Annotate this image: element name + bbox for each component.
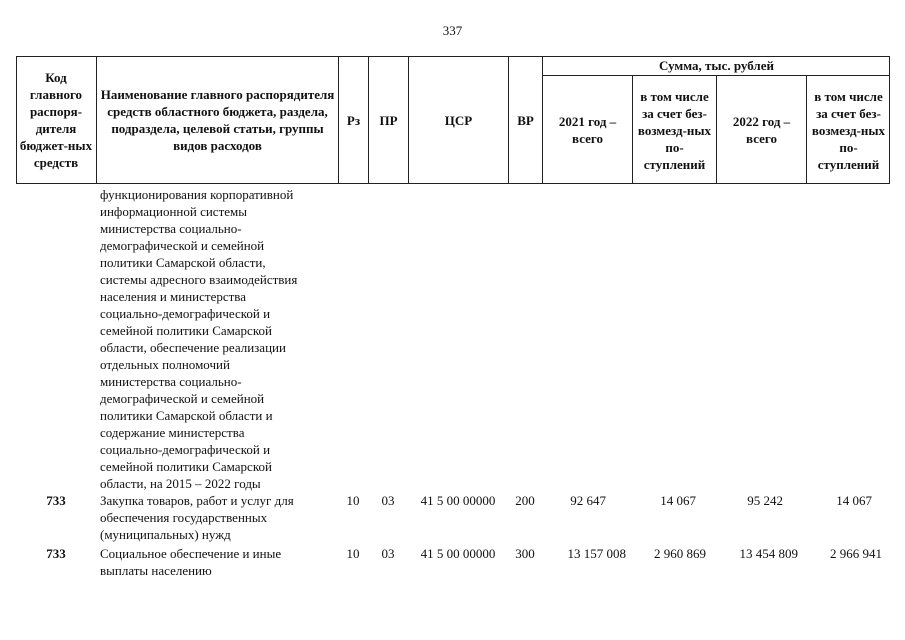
cell-2022-total: 95 242 (747, 493, 783, 508)
cell-pr: 03 (381, 493, 395, 508)
header-rz: Рз (338, 56, 368, 184)
header-sum-title: Сумма, тыс. рублей (542, 56, 890, 75)
text-line: информационной системы (100, 204, 247, 219)
header-vr: ВР (508, 56, 542, 184)
cell-2022-total: 13 454 809 (739, 546, 798, 561)
header-name: Наименование главного распорядителя средств областного бюджета, раздела, подраздела, целевой статьи, группы видов расходов (96, 56, 338, 184)
cell-name (100, 492, 340, 543)
cell-code: 733 (46, 493, 66, 508)
text-line: социально-демографической и (100, 442, 271, 457)
cell-2021-total: 92 647 (570, 493, 606, 508)
continuation-text (100, 186, 340, 492)
cell-rz: 10 (346, 493, 360, 508)
header-2021-free: в том числе за счет без-возмезд-ных по-ступлений (632, 75, 716, 184)
text-line: области, обеспечение реализации (100, 340, 286, 355)
cell-2022-free: 2 966 941 (830, 546, 882, 561)
text-line: населения и министерства (100, 289, 247, 304)
text-line: министерства социально- (100, 221, 242, 236)
cell-vr: 200 (515, 493, 535, 508)
text-line: системы адресного взаимодействия (100, 272, 298, 287)
text-line: политики Самарской области, (100, 255, 266, 270)
cell-code: 733 (46, 546, 66, 561)
text-line: выплаты населению (100, 563, 212, 578)
header-2022-free: в том числе за счет без-возмезд-ных по-ступлений (806, 75, 890, 184)
cell-pr: 03 (381, 546, 395, 561)
header-2022-total: 2022 год – всего (716, 75, 806, 184)
header-pr: ПР (368, 56, 408, 184)
cell-rz: 10 (346, 546, 360, 561)
text-line: содержание министерства (100, 425, 245, 440)
text-line: социально-демографической и (100, 306, 271, 321)
cell-vr: 300 (515, 546, 535, 561)
text-line: обеспечения государственных (100, 510, 268, 525)
cell-2021-total: 13 157 008 (567, 546, 626, 561)
cell-2021-free: 14 067 (660, 493, 696, 508)
text-line: демографической и семейной (100, 238, 265, 253)
text-line: отдельных полномочий (100, 357, 230, 372)
cell-csr: 41 5 00 00000 (420, 493, 496, 508)
header-code: Код главного распоря-дителя бюджет-ных средств (19, 70, 93, 170)
text-line: функционирования корпоративной (100, 187, 294, 202)
cell-csr: 41 5 00 00000 (420, 546, 496, 561)
cell-2022-free: 14 067 (836, 493, 872, 508)
header-csr: ЦСР (408, 56, 508, 184)
text-line: политики Самарской области и (100, 408, 273, 423)
page-number: 337 (442, 23, 463, 38)
text-line: семейной политики Самарской (100, 323, 272, 338)
text-line: Закупка товаров, работ и услуг для (100, 493, 294, 508)
text-line: области, на 2015 – 2022 годы (100, 476, 261, 491)
text-line: демографической и семейной (100, 391, 265, 406)
header-2021-total: 2021 год – всего (542, 75, 632, 184)
text-line: министерства социально- (100, 374, 242, 389)
text-line: семейной политики Самарской (100, 459, 272, 474)
cell-name (100, 545, 340, 579)
text-line: Социальное обеспечение и иные (100, 546, 282, 561)
cell-2021-free: 2 960 869 (654, 546, 706, 561)
text-line: (муниципальных) нужд (100, 527, 231, 542)
